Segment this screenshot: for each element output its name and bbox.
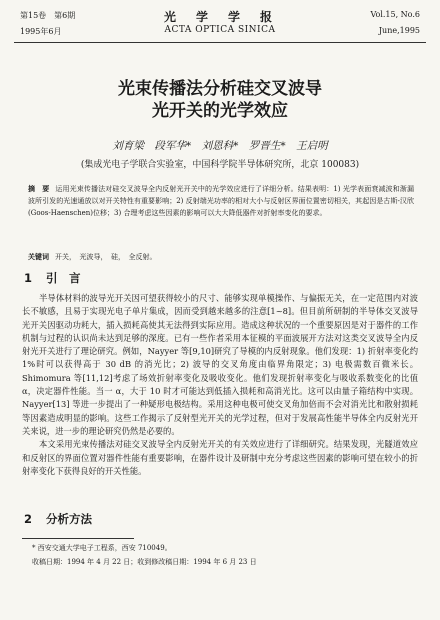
title-line-1: 光束传播法分析硅交叉波导 bbox=[118, 79, 322, 99]
volume-issue-english: Vol.15, No.6 bbox=[370, 10, 420, 19]
keywords-label: 关键词 bbox=[28, 253, 49, 261]
affiliation: (集成光电子学联合实验室，中国科学院半导体研究所，北京 100083) bbox=[80, 160, 360, 170]
paragraph: 本文采用光束传播法对硅交叉波导全内反射光开关的有关效应进行了详细研究。结果发现，光隧道效应和反射区的界面位置对器件性能有重要影响，在器件设计及研制中充分考虑这些因素的影响可望在较小的折射率变化下获得良好的开关性能。 bbox=[22, 439, 418, 476]
abstract-label: 摘 要 bbox=[28, 185, 50, 193]
section-number: 1 bbox=[24, 271, 33, 285]
introduction-body bbox=[22, 292, 418, 478]
journal-name-chinese: 光 学 学 报 bbox=[163, 10, 276, 24]
publication-date: 1995年6月 bbox=[20, 27, 62, 36]
section-heading-method bbox=[24, 511, 92, 527]
section-heading-introduction bbox=[24, 270, 81, 286]
title-line-2: 光开关的光学效应 bbox=[152, 101, 288, 121]
footnote-divider bbox=[22, 538, 134, 539]
section-title: 引 言 bbox=[46, 271, 81, 285]
keywords bbox=[28, 252, 414, 262]
abstract bbox=[28, 183, 414, 219]
keywords-text: 开关， 光波导， 硅， 全反射。 bbox=[55, 253, 157, 261]
section-title: 分析方法 bbox=[46, 512, 93, 526]
footnote-affiliation: * 西安交通大学电子工程系，西安 710049。 bbox=[32, 544, 172, 552]
paragraph: 半导体材料的波导光开关因可望获得较小的尺寸、能够实现单模操作、与偏振无关，在一定范围内对波长不敏感，且易于实现光电子单片集成，因而受到越来越多的注意[1~8]。但目前所研制的半导体交叉波导光开关因驱动功耗大，插入损耗高使其无法得到实际应用。造成这种状况的一个重要原因是对于器件的工作机制与过程的认识尚未达到足够的深度。已有一些作者采用本征模的平面波展开方法对这类交叉波导全内反射光开关进行了理论研究。例如，Nayyer 等[9,10]研究了导模的内反射现象。他们发现：1) 折射率变化约 1%时可以获得高于 30 dB 的消光比；2) 波导的交叉角度由临界角限定；3) 电极需数百微米长。Shimomura 等[11,12]考虑了场效折射率变化及吸收变化。他们发现折射率变化与吸收系数变化的比值 α，决定器件性能。当一 α，大于 10 时才可能达到低插入损耗和高消光比。这可以由量子箱结构中实现。Nayyer[13] 等进一步提出了一种疑形电极结构。采用这种电极可使交叉角加倍而不会对消光比和散射损耗等因素造成明显的影响。这些工作揭示了反射型光开关的光学过程，但对于发展高性能半导体全内反射光开关来说，进一步的理论研究仍然是必要的。 bbox=[22, 293, 418, 436]
journal-name-english: ACTA OPTICA SINICA bbox=[164, 25, 276, 35]
section-number: 2 bbox=[24, 512, 33, 526]
paper-title bbox=[20, 78, 420, 122]
publication-date-english: June,1995 bbox=[378, 26, 420, 35]
volume-issue: 第15卷 第6期 bbox=[20, 11, 76, 20]
author-list: 刘育梁 段军华* 刘恩科* 罗晋生* 王启明 bbox=[112, 140, 328, 152]
footnote-received-date: 收稿日期：1994 年 4 月 22 日；收到修改稿日期：1994 年 6 月 23 日 bbox=[32, 558, 257, 566]
abstract-text: 运用光束传播法对硅交叉波导全内反射光开关中的光学效应进行了详细分析。结果表明：1) 光学表面衰减波和渐漏波所引发的光速通放以对开关特性有重要影响；2) 反射端光功率的相对大小与反射区界面位置密切相关，其起因是古斯-汉欣(Goos-Haenschen)位移；3) 合理考虑这些因素的影响可以大大降低器件对折射率变化的要求。 bbox=[28, 185, 414, 217]
running-header bbox=[14, 8, 426, 43]
